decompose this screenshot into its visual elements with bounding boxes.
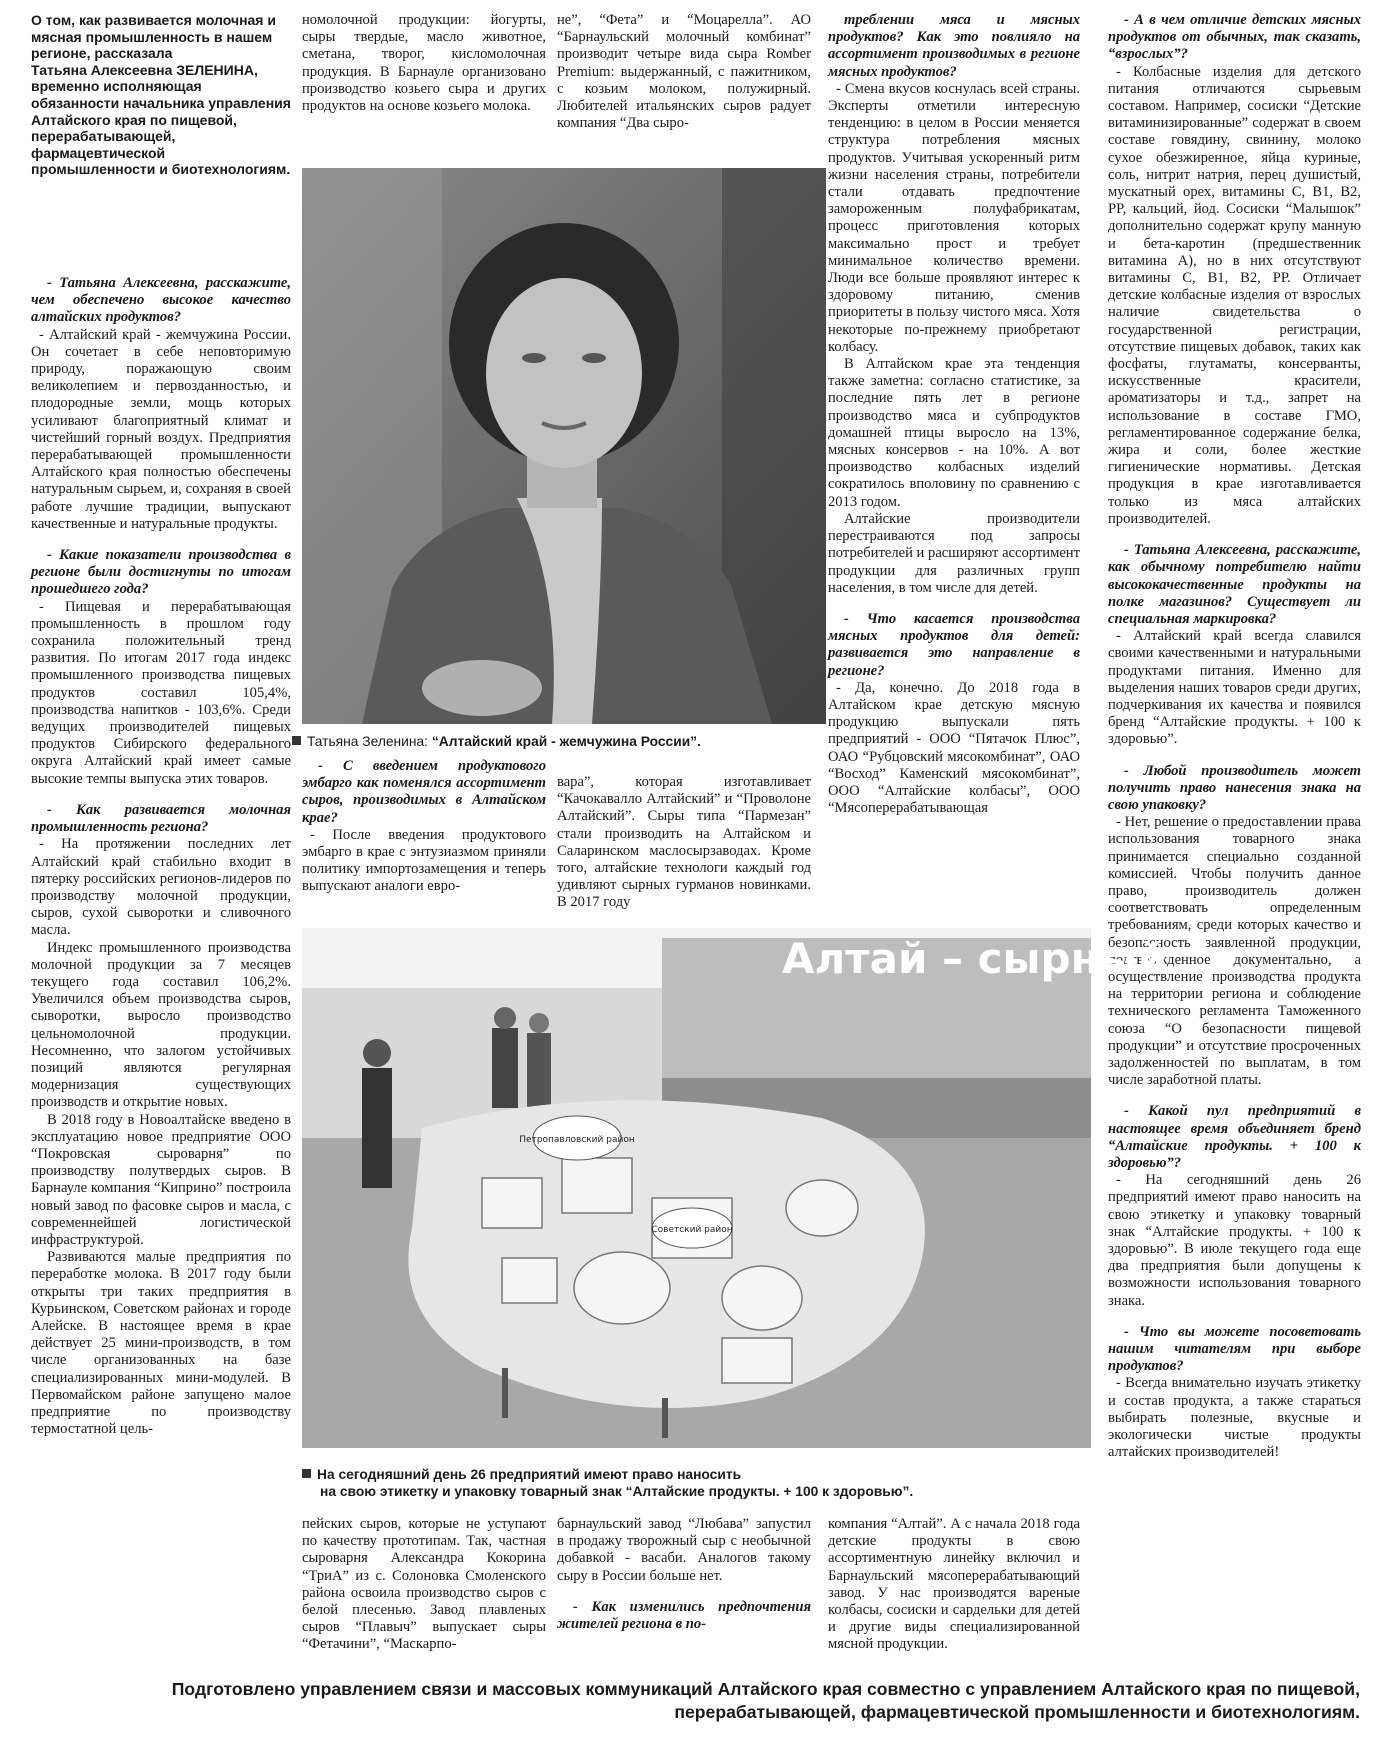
paragraph: Развиваются малые предприятия по переработке молока. В 2017 году были открыты три таких предприятия в Курьинском, Советском районах и городе Алейске. В настоящее время в крае действует 25 мини-производств, в том числе организованных на базе специализированных мини-модулей. В Первомайском районе запущено малое предприятие по производству термостатной цель- [31,1249,291,1438]
intro-lead: О том, как развивается молочная и мясная промышленность в нашем регионе, рассказала [31,12,276,62]
paragraph: - На протяжении последних лет Алтайский край стабильно входит в пятерку российских регионов-лидеров по производству молочной продукции, сыров, сухой сыворотки и сливочного масла. [31,836,291,939]
article-column-3-top [557,12,811,132]
paragraph: - Алтайский край всегда славился своими качественными и натуральными продуктами питания. Именно для выделения наших товаров среди других, подчеркивания их качества и появился бренд “Алтайские продукты. + 100 к здоровью”. [1108,628,1361,748]
interview-question: треблении мяса и мясных продуктов? Как это повлияло на ассортимент производимых в регионе мясных продуктов? [828,12,1080,80]
portrait-illustration [302,168,826,724]
paragraph: - Всегда внимательно изучать этикетку и состав продукта, а также стараться выбирать полезные, вкусные и экологически чистые продукты алтайских производителей! [1108,1375,1361,1461]
footer-credit [150,1678,1360,1724]
paragraph: пейских сыров, которые не уступают по качеству прототипам. Так, частная сыроварня Александра Кокорина “ТриА” из с. Солоновка Смоленского района освоила производство сыров с белой плесенью. Завод плавленых сыров “Плавыч” выпускает сыры “Фетачини”, “Маскарпо- [302,1516,546,1653]
paragraph: - На сегодняшний день 26 предприятий имеют право наносить на свою этикетку и упаковку товарный знак “Алтайские продукты. + 100 к здоровью”. В июле текущего года еще два предприятия были допущены к возможности использования товарного знака. [1108,1172,1361,1309]
footer-line-2: перерабатывающей, фармацевтической промышленности и биотехнологиям. [674,1702,1360,1722]
banner-text: Алтай – сырный [782,934,1167,983]
cheese-fair-caption [302,1466,1091,1500]
paragraph: - Пищевая и перерабатывающая промышленность в прошлом году сохранила положительный тренд развития. По итогам 2017 года индекс промышленного производства пищевых продуктов составил 105,4%, производства напитков - 103,6%. Среди ведущих производителей пищевых продуктов Сибирского федерального округа Алтайский край имеет самые высокие темпы выпуска этих товаров. [31,598,291,787]
article-column-2-top [302,12,546,115]
paragraph: В Алтайском крае эта тенденция также заметна: согласно статистике, за последние пять лет в регионе производство мяса и субпродуктов домашней птицы выросло на 13%, мясных консервов - на 10%. А вот производство колбасных изделий сократилось вполовину по сравнению с 2013 годом. [828,356,1080,510]
interview-question: - Что вы можете посоветовать нашим читателям при выборе продуктов? [1108,1323,1361,1375]
article-column-4 [828,12,1080,817]
district-sign-2: Советский район [651,1225,733,1235]
caption2-line1: На сегодняшний день 26 предприятий имеют право наносить [317,1467,742,1482]
intro-block [31,12,291,178]
article-column-1 [31,275,291,1438]
paragraph: - Алтайский край - жемчужина России. Он сочетает в себе неповторимую природу, поражающую своим великолепием и первозданностью, и плодородные земли, мощь которых усиливают благоприятный климат и чистейший горный воздух. Предприятия перерабатывающей промышленности Алтайского края полностью обеспечены натуральным сырьем, и, сохраняя в своей работе лучшие традиции, выпускают качественные и натуральные продукты. [31,326,291,532]
article-bottom-column-4 [828,1516,1080,1654]
paragraph: не”, “Фета” и “Моцарелла”. АО “Барнаульский молочный комбинат” производит четыре вида сыра Rомber Premium: выдержанный, с пажитником, с козьим молоком, полужирный. Любителей итальянских сыров радует компания “Два сыро- [557,12,811,132]
article-bottom-column-2 [302,1516,546,1654]
article-column-5 [1108,12,1361,1461]
paragraph: - Смена вкусов коснулась всей страны. Эксперты отметили интересную тенденцию: в целом в России меняется структура потребления мясных продуктов. Учитывая ускоренный ритм жизни населения страны, потребители стали отдавать предпочтение замороженным полуфабрикатам, процесс приготовления которых максимально прост и требует минимальное количество времени. Люди все больше проявляют интерес к здоровому питанию, сменив приоритеты в пользу чистого мяса. Хотя некоторые по-прежнему приобретают колбасу. [828,80,1080,355]
paragraph: Индекс промышленного производства молочной продукции за 7 месяцев текущего года составил 106,2%. Увеличился объем производства сыров, сыворотки, выросло производство цельномолочной продукции. Несомненно, что залогом устойчивых позиций являются регулярная модернизация существующих производств и открытие новых. [31,939,291,1111]
paragraph: - После введения продуктового эмбарго в крае с энтузиазмом приняли политику импортозамещения и теперь выпускают аналоги евро- [302,826,546,895]
portrait-photo [302,168,826,724]
interview-question: - Что касается производства мясных продуктов для детей: развивается это направление в регионе? [828,610,1080,679]
caption-quote: “Алтайский край - жемчужина России”. [431,734,701,749]
interview-question: - Как развивается молочная промышленность региона? [31,801,291,836]
interview-question: - Любой производитель может получить право нанесения знака на свою упаковку? [1108,762,1361,813]
paragraph: - Колбасные изделия для детского питания отличаются сырьевым составом. Например, сосиски “Детские витаминизированные” содержат в своем составе говядину, свинину, молоко сухое обезжиренное, яйца куриные, соль, нитрит натрия, перец душистый, мускатный орех, витамины C, B1, B2, PP, кальций, йод. Сосиски “Малышок” дополнительно содержат крупу манную и бета-каротин (предшественник витамина А), но в них отсутствуют витамины С, В1, В2, РР. Отличает детские колбасные изделия от взрослых наличие свидетельства о государственной регистрации, отсутствие пищевых добавок, таких как фосфаты, глутаматы, консерванты, искусственные красители, ароматизаторы и т.д., запрет на использование в составе ГМО, регламентированное содержание белка, жира и соли, более жесткие гигиенические нормативы. Детская продукция в крае изготавливается только из мяса алтайских производителей. [1108,63,1361,527]
paragraph: - Нет, решение о предоставлении права использования товарного знака принимается специально созданной комиссией. Чтобы получить данное право, производитель должен соответствовать определенным требованиям, среди которых качество и безопасность заявленной продукции, подтвержденное документально, а осуществление производства продукта на территории региона и соблюдение технического регламента Таможенного союза “О безопасности пищевой продукции” и отсутствие просроченных задолженностей по выплатам, в том числе заработной платы. [1108,814,1361,1089]
caption-prefix: Татьяна Зеленина: [307,734,432,749]
paragraph: В 2018 году в Новоалтайске введено в эксплуатацию новое предприятие ООО “Покровская сыроварня” по производству полутвердых сыров. В Барнауле компания “Киприно” построила новый завод по фасовке сыров и масла, с современнейшей логистической инфраструктурой. [31,1111,291,1248]
interview-question: - Как изменились предпочтения жителей региона в по- [557,1598,811,1633]
district-sign-1: Петропавловский район [519,1135,635,1145]
cheese-fair-photo [302,928,1167,1448]
article-middle-column-2 [302,758,546,896]
paragraph: номолочной продукции: йогурты, сыры твердые, масло животное, сметана, творог, кисломолочная продукция. В Барнауле организовано производство козьего сыра и других продуктов на основе козьего молока. [302,12,546,115]
caption-marker [292,736,301,745]
paragraph: вара”, которая изготавливает “Качокавалло Алтайский” и “Проволоне Алтайский”. Сыры типа “Пармезан” стали производить на Алтайском и Саларинском маслосырзаводах. Кроме того, алтайские технологи каждый год удивляют сырных гурманов новинками. В 2017 году [557,774,811,911]
caption-marker [302,1469,311,1478]
paragraph: компания “Алтай”. А с начала 2018 года детские продукты в свою ассортиментную линейку включил и Барнаульский мясоперерабатывающий завод. У нас производятся вареные колбасы, сосиски и сардельки для детей и другие виды специализированной мясной продукции. [828,1516,1080,1653]
interview-question: - Какой пул предприятий в настоящее время объединяет бренд “Алтайские продукты. + 100 к здоровью”? [1108,1103,1361,1171]
interview-question: - Какие показатели производства в регионе были достигнуты по итогам прошедшего года? [31,547,291,598]
interview-question: - С введением продуктового эмбарго как поменялся ассортимент сыров, производимых в Алтайском крае? [302,758,546,826]
intro-person: Татьяна Алексеевна ЗЕЛЕНИНА, [31,61,258,78]
article-middle-column-3 [557,774,811,912]
cheese-fair-illustration [302,928,1167,1448]
footer-line-1: Подготовлено управлением связи и массовых коммуникаций Алтайского края совместно с управлением Алтайского края по пищевой, [171,1679,1360,1699]
portrait-caption [292,733,822,750]
paragraph: - Да, конечно. До 2018 года в Алтайском крае детскую мясную продукцию выпускали пять предприятий - ООО “Пятачок Плюс”, ОАО “Рубцовский мясокомбинат”, ОАО “Восход” Каменский мясокомбинат”, ООО “Алтайские колбасы”, ООО “Мясоперерабатывающая [828,679,1080,817]
interview-question: - Татьяна Алексеевна, расскажите, как обычному потребителю найти высококачественные продукты на полке магазинов? Существует ли специальная маркировка? [1108,542,1361,627]
article-bottom-column-3 [557,1516,811,1633]
caption2-line2: на свою этикетку и упаковку товарный знак “Алтайские продукты. + 100 к здоровью”. [320,1484,914,1499]
paragraph: Алтайские производители перестраиваются под запросы потребителей и расширяют ассортимент продукции для различных групп населения, в том числе для детей. [828,510,1080,596]
intro-position: временно исполняющая обязанности начальника управления Алтайского края по пищевой, перерабатывающей, фармацевтической промышленности и биотехнологиям. [31,78,291,178]
interview-question: - Татьяна Алексеевна, расскажите, чем обеспечено высокое качество алтайских продуктов? [31,275,291,326]
interview-question: - А в чем отличие детских мясных продуктов от обычных, так сказать, “взрослых”? [1108,12,1361,63]
paragraph: барнаульский завод “Любава” запустил в продажу творожный сыр с необычной добавкой - васаби. Аналогов такому сыру в России больше нет. [557,1516,811,1584]
